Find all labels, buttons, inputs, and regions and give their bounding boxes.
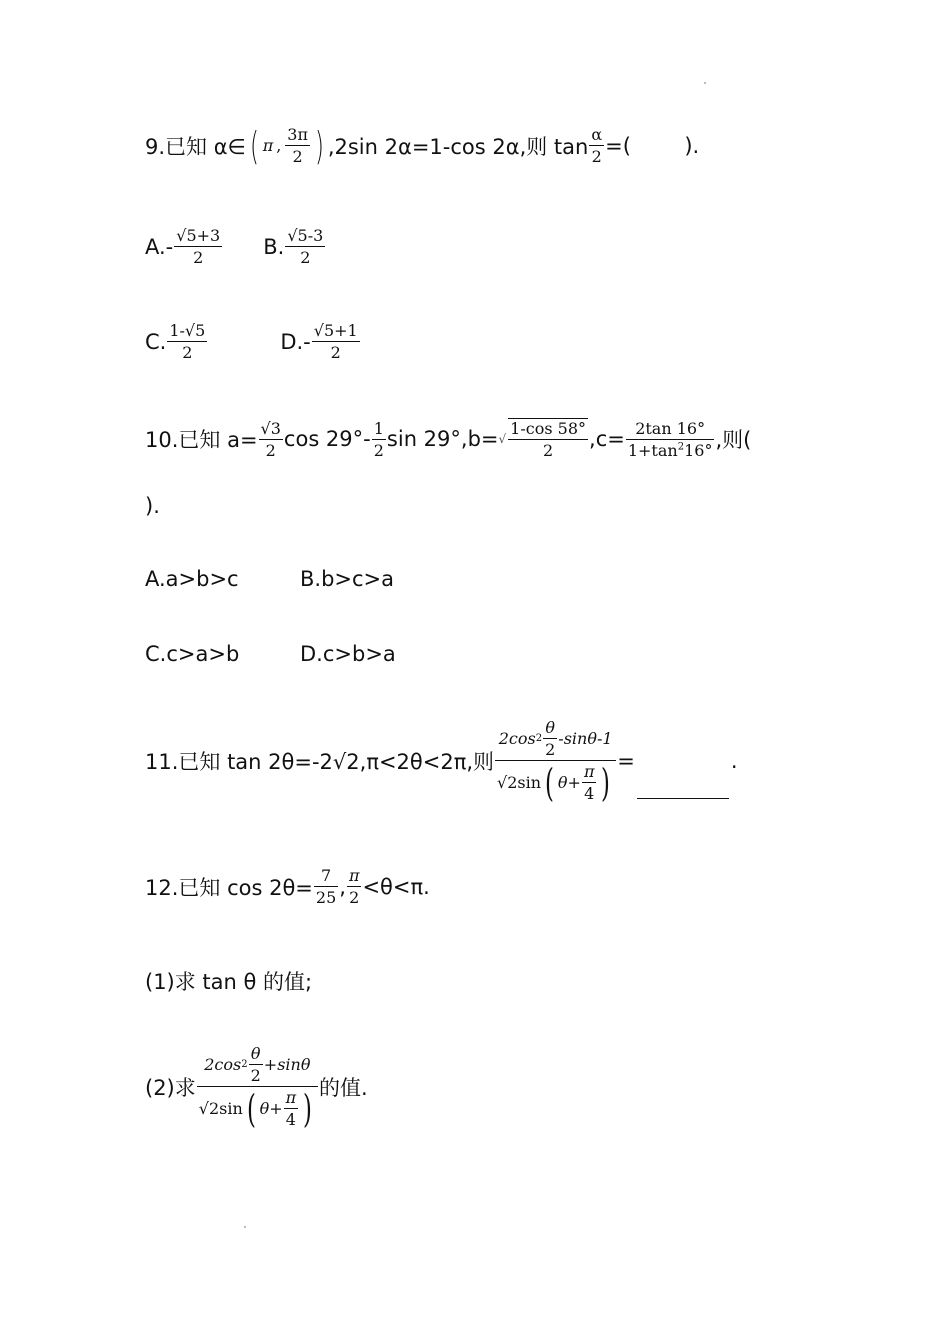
q9-options-cd (145, 321, 361, 362)
half-fraction: $\frac{1}{2}$ (373, 418, 384, 460)
q12-part-2: (2)求 2cos 2 $\frac{\theta}{2}$ +sinθ √2sin ( θ+ $\frac{\pi}{4}$ ) 的值. (145, 1044, 368, 1131)
theta-half-fraction: $\frac{\theta}{2}$ (250, 1044, 261, 1085)
a-coef-fraction: $\frac{√3}{2}$ (260, 418, 281, 460)
q12-main-fraction: 2cos 2 $\frac{\theta}{2}$ +sinθ √2sin ( θ+ $\frac{\pi}{4}$ ) (197, 1044, 318, 1129)
option-c: C.c>a>b (145, 642, 240, 666)
q9-options-ab (145, 226, 326, 267)
q10-options-ab (145, 567, 394, 591)
option-d-fraction: $\frac{√5+1}{2}$ (313, 321, 358, 362)
half-alpha-fraction: $\frac{\alpha}{2}$ (591, 125, 603, 166)
answer-blank[interactable] (637, 797, 729, 799)
interval-low: π (262, 136, 274, 155)
q10-stem-mid1: cos 29°- (283, 427, 371, 451)
q11-main-fraction: 2cos 2 $\frac{\theta}{2}$ -sinθ-1 √2sin ( θ+ $\frac{\pi}{4}$ ) (495, 718, 616, 803)
q11-stem: 11.已知 tan 2θ=-2√2,π<2θ<2π,则 (145, 749, 495, 774)
q10-stem-start: 10.已知 a= (145, 428, 258, 452)
radical-icon: √ (498, 432, 507, 446)
question-10 (145, 418, 751, 460)
q10-options-cd (145, 642, 396, 666)
q10-continuation: ). (145, 494, 160, 518)
left-paren: ( (249, 123, 259, 168)
b-sqrt-expression (499, 418, 590, 460)
q9-stem-start: 9.已知 α∈ (145, 134, 246, 159)
option-c-fraction: $\frac{1-√5}{2}$ (169, 321, 206, 362)
interval-high-fraction: $\frac{3\pi}{2}$ (287, 125, 308, 166)
option-b-label: B. (263, 234, 285, 259)
pi-quarter-fraction: $\frac{\pi}{4}$ (285, 1088, 297, 1129)
scan-dot (704, 82, 706, 84)
question-11: 11.已知 tan 2θ=-2√2,π<2θ<2π,则 2cos 2 $\frac{\theta}{2}$ -sinθ-1 √2sin ( θ+ $\frac{\pi}{4}$ ) = . (145, 718, 738, 805)
q10-stem-mid3: ,c= (589, 427, 625, 451)
option-c-label: C. (145, 329, 167, 354)
q12-part-1: (1)求 tan θ 的值; (145, 970, 313, 994)
theta-half-fraction: $\frac{\theta}{2}$ (545, 718, 556, 759)
option-a-fraction: $\frac{√5+3}{2}$ (176, 226, 221, 267)
right-paren: ) (314, 123, 324, 168)
q12-stem-start: 12.已知 cos 2θ= (145, 875, 313, 900)
pi-half-fraction: $\frac{\pi}{2}$ (348, 866, 360, 907)
q10-stem-mid2: sin 29°,b= (386, 427, 499, 451)
option-a: A.a>b>c (145, 567, 239, 591)
q12-stem-end: <θ<π. (362, 874, 430, 899)
q9-stem-end: =( ). (605, 133, 700, 158)
question-12: 12.已知 cos 2θ= $\frac{7}{25}$ , $\frac{\pi}{2}$ <θ<π. (145, 866, 430, 907)
q10-stem-end: ,则( (715, 428, 752, 452)
scan-dot (244, 1226, 246, 1228)
option-b: B.b>c>a (300, 567, 395, 591)
interval-comma: , (276, 136, 282, 155)
c-fraction: $\frac{2\tan 16^\circ}{1+\tan^216^\circ}$ (627, 418, 713, 460)
option-d-label: D.- (280, 329, 311, 354)
question-9 (145, 125, 699, 166)
seven-25-fraction: $\frac{7}{25}$ (315, 866, 337, 907)
q9-stem-mid: ,2sin 2α=1-cos 2α,则 tan (327, 134, 589, 159)
option-b-fraction: $\frac{√5-3}{2}$ (287, 226, 324, 267)
b-fraction: $\frac{1-\cos 58^\circ}{2}$ (510, 419, 587, 460)
pi-quarter-fraction: $\frac{\pi}{4}$ (583, 762, 595, 803)
option-a-label: A.- (145, 234, 174, 259)
option-d: D.c>b>a (300, 642, 396, 666)
